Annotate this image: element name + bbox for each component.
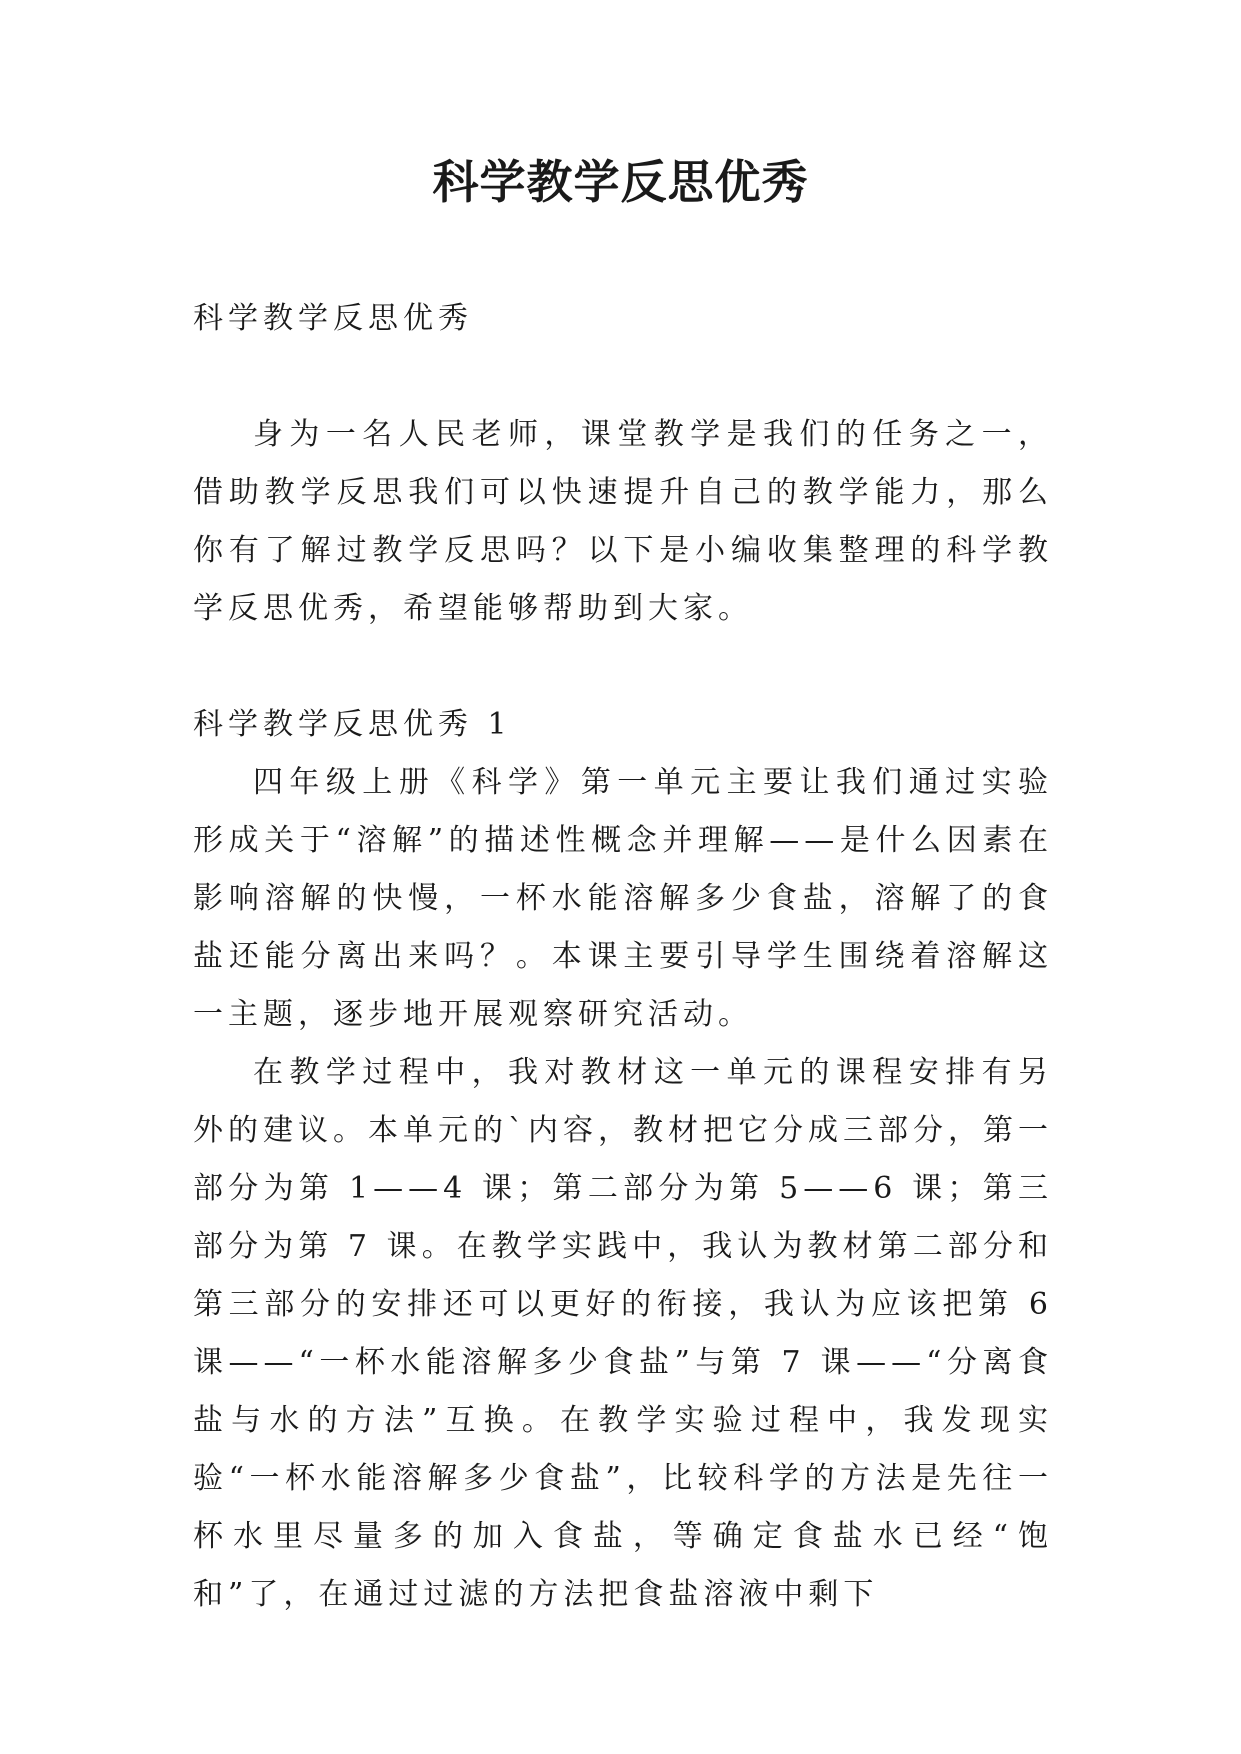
section-heading: 科学教学反思优秀 1 (193, 707, 512, 742)
intro-paragraph: 身为一名人民老师，课堂教学是我们的任务之一，借助教学反思我们可以快速提升自己的教学能力，那么你有了解过教学反思吗？以下是小编收集整理的科学教学反思优秀，希望能够帮助到大家。 (193, 417, 1053, 626)
document-subtitle: 科学教学反思优秀 (193, 301, 473, 336)
body-paragraph-2: 在教学过程中，我对教材这一单元的课程安排有另外的建议。本单元的`内容，教材把它分成三部分，第一部分为第 1——4 课；第二部分为第 5——6 课；第三部分为第 7 课。在教学实践中，我认为教材第二部分和第三部分的安排还可以更好的衔接，我认为应该把第 6 课——“一杯水能溶解多少食盐”与第 7 课——“分离食盐与水的方法”互换。在教学实验过程中，我发现实验“一杯水能溶解多少食盐”，比较科学的方法是先往一杯水里尽量多的加入食盐，等确定食盐水已经“饱和”了，在通过过滤的方法把食盐溶液中剩下 (193, 1055, 1053, 1612)
body-paragraph-1: 四年级上册《科学》第一单元主要让我们通过实验形成关于“溶解”的描述性概念并理解——是什么因素在影响溶解的快慢，一杯水能溶解多少食盐，溶解了的食盐还能分离出来吗？。本课主要引导学生围绕着溶解这一主题，逐步地开展观察研究活动。 (193, 765, 1053, 1032)
document-body (193, 290, 1053, 1624)
document-title: 科学教学反思优秀 (432, 155, 809, 209)
